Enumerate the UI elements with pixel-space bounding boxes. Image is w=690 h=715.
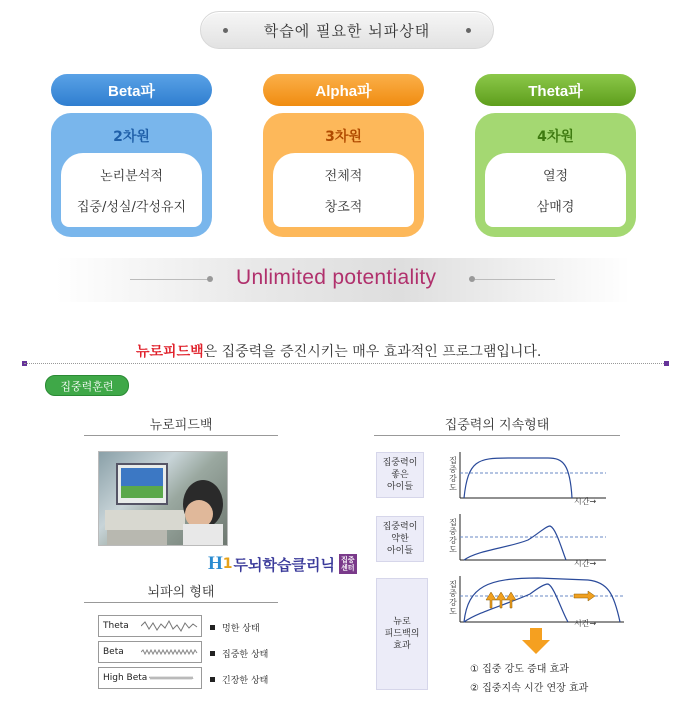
x-axis-label: 시간→ [574,619,597,628]
beta-card-body [61,153,202,227]
y-axis-label: 집 중 강 도 [449,456,457,492]
intro-highlight: 뉴로피드백 [136,344,204,360]
row-label-line: 집중력이 [382,458,418,468]
down-arrow-icon [522,628,550,654]
bullet-icon [210,625,215,630]
x-axis-label: 시간→ [574,497,597,506]
sustain-rule [374,435,620,436]
tagline-rule-left [130,279,210,280]
y-axis-label: 집 중 강 도 [449,580,457,616]
beta-dimension: 2차원 [113,129,150,145]
wave-row-high-beta [98,667,202,689]
bullet-icon [210,651,215,656]
wave-state-theta [210,621,260,634]
wave-row-label: Beta [103,647,124,657]
row-label-line: 피드백의 [384,629,420,639]
wave-state-high-beta [210,673,268,686]
separator-square-right [664,361,669,366]
logo-badge [339,554,357,574]
result-1: ① 집중 강도 증대 효과 [470,664,569,675]
wave-state-beta [210,647,268,660]
logo-letter-h: H [208,553,223,574]
title-dot-right [466,28,471,33]
chart-weak-attention [458,512,608,564]
alpha-dimension: 3차원 [325,129,362,145]
alpha-wave-header [263,74,424,106]
tagline-dot-left [207,276,213,282]
result-2: ② 집중지속 시간 연장 효과 [470,683,589,694]
row-label-line: 뉴로 [393,617,411,627]
row-label-line: 약한 [391,534,409,544]
wave-state-label: 멍한 상태 [222,624,260,634]
row-label-line: 효과 [393,641,411,651]
sustain-title: 집중력의 지속형태 [444,418,550,433]
tagline: Unlimited potentiality [236,266,437,289]
neurofeedback-rule [84,435,278,436]
logo-badge-top: 집중 [340,556,355,564]
section-separator [24,363,668,364]
wave-state-label: 집중한 상태 [222,650,269,660]
theta-card [475,113,636,237]
x-axis-label: 시간→ [574,559,597,568]
y-axis-label: 집 중 강 도 [449,518,457,554]
chart-good-attention [458,450,608,502]
neurofeedback-title: 뉴로피드백 [149,418,213,433]
row-label-line: 아이들 [386,482,414,492]
theta-dimension: 4차원 [537,129,574,145]
clinic-logo [208,553,357,575]
brainwave-forms-rule [84,602,278,603]
intro-text: 은 집중력을 증진시키는 매우 효과적인 프로그램입니다. [203,344,542,360]
alpha-line-1: 전체적 [324,169,363,184]
sustain-row-good-label [376,452,424,498]
sustain-row-weak-label [376,516,424,562]
section-tag: 집중력훈련 [45,375,129,396]
bullet-icon [210,677,215,682]
wave-row-label: High Beta [103,673,148,683]
theta-line-1: 열정 [542,169,569,184]
row-label-line: 좋은 [391,470,409,480]
beta-line-1: 논리분석적 [100,169,163,184]
beta-line-2: 집중/성실/각성유지 [76,200,187,215]
logo-badge-bottom: 센터 [340,564,355,572]
page-title-pill [200,11,494,49]
alpha-card [263,113,424,237]
wave-row-beta [98,641,202,663]
beta-card [51,113,212,237]
page-title: 학습에 필요한 뇌파상태 [263,21,431,40]
alpha-wave-label: Alpha파 [315,82,372,100]
neurofeedback-photo [98,451,228,546]
tagline-rule-right [475,279,555,280]
beta-wave-label: Beta파 [107,82,155,100]
theta-wave-label: Theta파 [528,82,583,100]
beta-wave-header [51,74,212,106]
alpha-card-body [273,153,414,227]
sustain-row-neurofeedback-label [376,578,428,690]
theta-wave-header [475,74,636,106]
beta-wave-trace [141,645,199,659]
intro-sentence [136,341,541,361]
wave-row-label: Theta [103,621,129,631]
alpha-line-2: 창조적 [324,200,363,215]
theta-card-body [485,153,626,227]
high-beta-wave-trace [149,671,199,685]
title-dot-left [223,28,228,33]
chart-neurofeedback-effect [458,574,628,626]
row-label-line: 집중력이 [382,522,418,532]
theta-line-2: 삼매경 [536,200,575,215]
brainwave-forms-title: 뇌파의 형태 [147,585,215,600]
logo-number: 1 [222,556,233,572]
theta-wave-trace [141,619,199,633]
wave-state-label: 긴장한 상태 [222,676,269,686]
row-label-line: 아이들 [386,546,414,556]
wave-row-theta [98,615,202,637]
logo-text: 두뇌학습클리닉 [233,555,335,574]
